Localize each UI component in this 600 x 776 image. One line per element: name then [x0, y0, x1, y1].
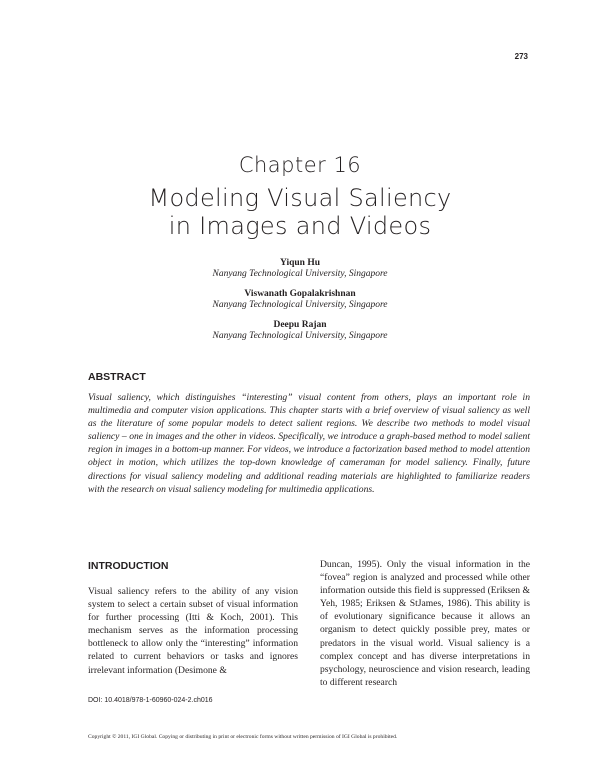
title-line-1: Modeling Visual Saliency — [148, 184, 452, 212]
introduction-heading: INTRODUCTION — [88, 560, 169, 572]
title-line-2: in Images and Videos — [168, 212, 432, 240]
copyright-notice: Copyright © 2011, IGI Global. Copying or distributing in print or electronic forms without written permission of IGI Global is prohibited. — [88, 734, 398, 740]
doi: DOI: 10.4018/978-1-60960-024-2.ch016 — [88, 697, 213, 704]
author-name: Viswanath Gopalakrishnan — [244, 289, 356, 299]
chapter-title — [0, 184, 600, 240]
introduction-left-column: Visual saliency refers to the ability of any vision system to select a certain subset of visual information for further processing (Itti & Koch, 2001). This mechanism serves as the information processing bottleneck to allow only the “interesting” information related to current behaviors or tasks and ignores irrelevant information (Desimone & — [88, 586, 298, 676]
author-list — [0, 257, 600, 350]
abstract-heading: ABSTRACT — [88, 371, 146, 383]
abstract-text: Visual saliency, which distinguishes “interesting” visual content from others, plays an important role in multimedia and computer vision applications. This chapter starts with a brief overview of visual saliency as well as the literature of some popular models to detect salient regions. We describe two methods to model visual saliency – one in images and the other in videos. Specifically, we introduce a graph-based method to model salient region in images in a bottom-up manner. For videos, we introduce a factorization based method to model attention object in motion, which utilizes the top-down knowledge of cameraman for model saliency. Finally, future directions for visual saliency modeling and additional reading materials are highlighted to familiarize readers with the research on visual saliency modeling for multimedia applications. — [88, 392, 530, 495]
page-number: 273 — [514, 52, 528, 61]
author-block — [0, 257, 600, 280]
author-name: Yiqun Hu — [279, 258, 321, 268]
author-name: Deepu Rajan — [273, 320, 327, 330]
author-affiliation: Nanyang Technological University, Singapore — [212, 269, 388, 279]
introduction-right-column: Duncan, 1995). Only the visual information in the “fovea” region is analyzed and processed while other information outside this field is suppressed (Eriksen & Yeh, 1985; Eriksen & StJames, 1986). This ability is of evolutionary significance because it allows an organism to detect quickly possible prey, mates or predators in the visual world. Visual saliency is a complex concept and has diverse interpretations in psychology, neuroscience and vision research, leading to different research — [320, 559, 530, 688]
author-block — [0, 288, 600, 311]
author-affiliation: Nanyang Technological University, Singapore — [212, 331, 388, 341]
author-block — [0, 319, 600, 342]
author-affiliation: Nanyang Technological University, Singapore — [212, 300, 388, 310]
chapter-label: Chapter 16 — [238, 153, 362, 177]
